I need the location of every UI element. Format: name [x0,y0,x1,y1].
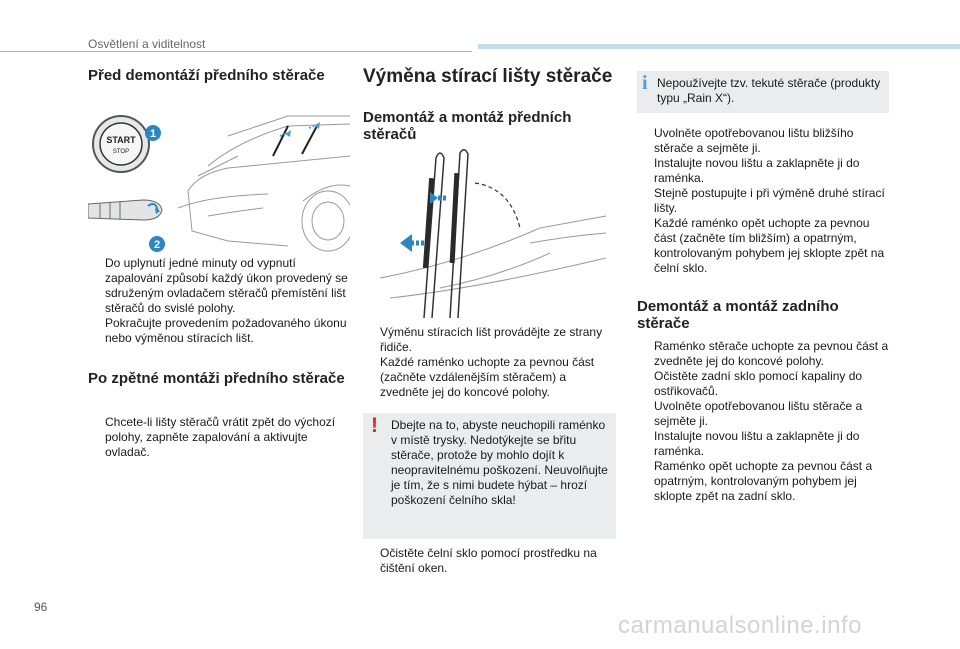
header-accent-bar [478,44,960,49]
list-item: Instalujte novou lištu a zaklapněte ji do raménka. [654,429,860,458]
heading-before-removal: Před demontáží předního stěrače [88,67,325,84]
warning-text: Dbejte na to, abyste neuchopili raménko v místě trysky. Nedotýkejte se břitu stěrače, protože by mohlo dojít k neopravitelnému poškození. Neuvolňujte je tím, že s nimi budete hýbat – hrozí poškození čelního skla! [391,418,608,507]
header-divider [0,51,472,52]
figure-start-stop-wiper [88,96,350,258]
list-before-removal [88,256,350,346]
list-item: Očistěte čelní sklo pomocí prostředku na čištění oken. [380,546,597,575]
list-item: Stejně postupujte i při výměně druhé stírací lišty. [654,186,885,215]
page-number: 96 [34,600,48,614]
heading-after-refit: Po zpětné montáži předního stěrače [88,370,345,387]
figure-front-wiper-lift [380,148,606,318]
list-blade-replace [637,126,891,276]
list-item: Chcete-li lišty stěračů vrátit zpět do výchozí polohy, zapněte zapalování a aktivujte ovladač. [105,415,336,459]
list-item: Výměnu stíracích lišt provádějte ze strany řidiče. [380,325,603,354]
info-text: Nepoužívejte tzv. tekuté stěrače (produkty typu „Rain X“). [657,76,881,105]
info-note [637,71,889,113]
list-item: Raménko stěrače uchopte za pevnou část a zvedněte jej do koncové polohy. [654,339,889,368]
main-title: Výměna stírací lišty stěrače [363,66,613,87]
stop-label: STOP [112,149,130,155]
start-label: START [106,135,136,145]
list-after-refit [88,415,350,460]
list-clean-windshield [363,546,615,576]
list-item: Očistěte zadní sklo pomocí kapaliny do ostřikovačů. [654,369,863,398]
section-header: Osvětlení a viditelnost [88,37,206,51]
list-rear-wiper [637,339,895,504]
list-item: Každé raménko opět uchopte za pevnou část (začněte tím bližším) a opatrným, kontrolovaným pohybem jej sklopte zpět na čelní sklo. [654,216,885,275]
heading-rear-wiper: Demontáž a montáž zadního stěrače [637,298,839,332]
list-item: Uvolněte opotřebovanou lištu bližšího stěrače a sejměte ji. [654,126,854,155]
list-item: Pokračujte provedením požadovaného úkonu nebo výměnou stíracích lišt. [105,316,347,345]
list-item: Každé raménko uchopte za pevnou část (začněte vzdálenějším stěračem) a zvedněte jej do koncové polohy. [380,355,595,399]
list-front-wipers [363,325,615,400]
list-item: Instalujte novou lištu a zaklapněte ji do raménka. [654,156,860,185]
watermark: carmanualsonline.info [618,612,862,639]
badge-1: 1 [149,128,157,140]
info-icon: i [642,72,648,94]
list-item: Raménko opět uchopte za pevnou část a opatrným, kontrolovaným pohybem jej sklopte zpět na zadní sklo. [654,459,873,503]
list-item: Do uplynutí jedné minuty od vypnutí zapalování způsobí každý úkon provedený se sdruženým ovladačem stěračů přemístění lišt stěračů do svislé polohy. [105,256,348,315]
list-item: Uvolněte opotřebovanou lištu stěrače a sejměte ji. [654,399,863,428]
heading-front-wipers: Demontáž a montáž předních stěračů [363,109,572,143]
badge-2: 2 [153,239,161,251]
warning-icon: ! [371,414,378,437]
warning-note [363,413,616,539]
